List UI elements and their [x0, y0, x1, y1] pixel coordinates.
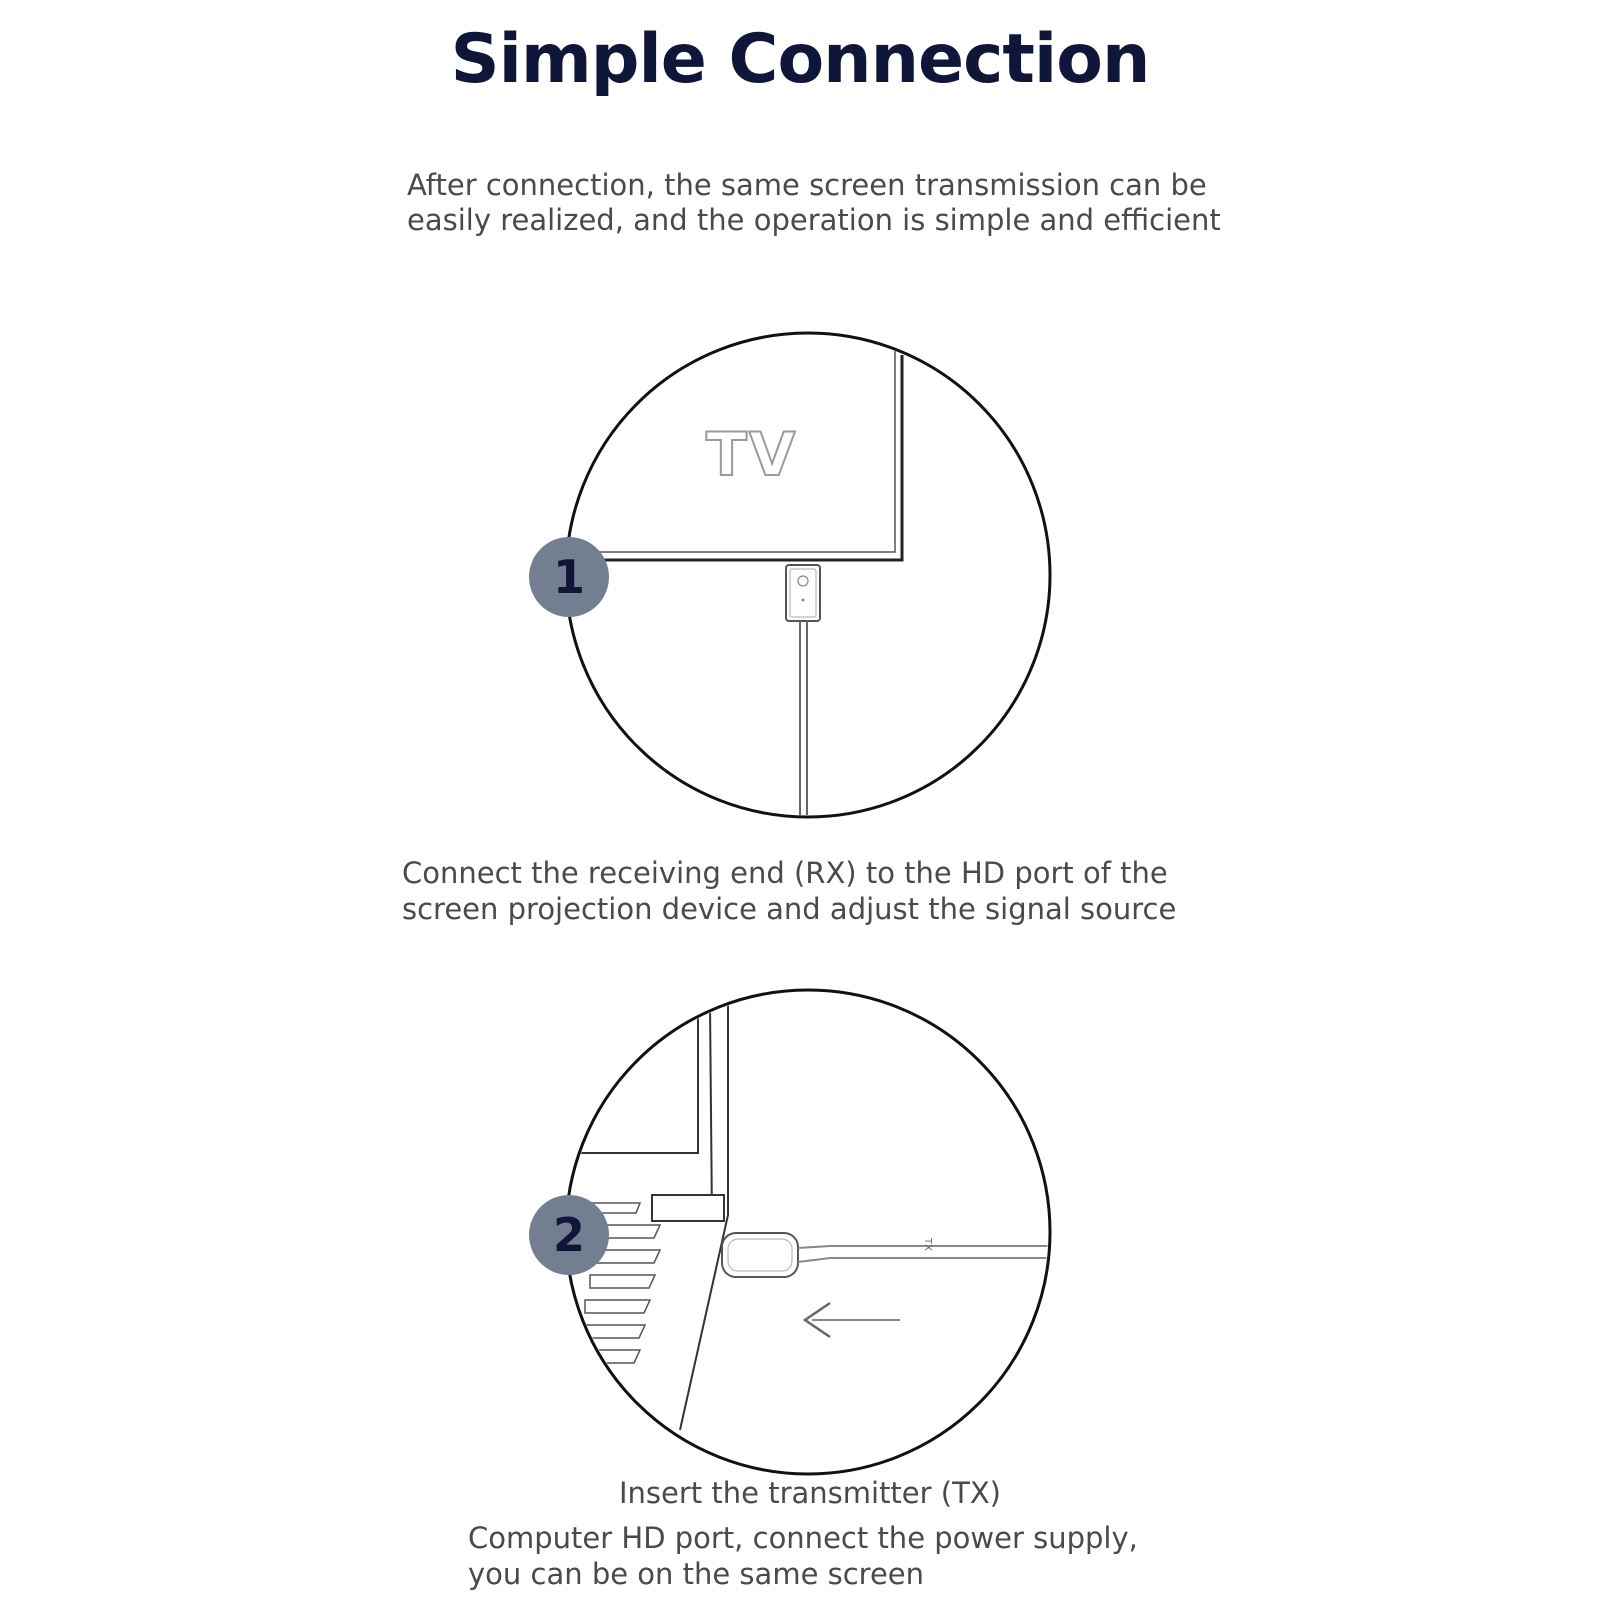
step2-caption-title: Insert the transmitter (TX): [619, 1476, 1001, 1510]
step2-illustration: [560, 990, 1050, 1474]
tx-label: TX: [922, 1238, 933, 1251]
step1-caption: Connect the receiving end (RX) to the HD port of the screen projection device and adjust the signal source: [402, 856, 1177, 926]
step2-caption: Computer HD port, connect the power supply, you can be on the same screen: [468, 1521, 1138, 1591]
page-title: Simple Connection: [450, 20, 1150, 99]
page-subtitle: After connection, the same screen transmission can be easily realized, and the operation is simple and efficient: [407, 168, 1221, 237]
step1-illustration: [566, 333, 1050, 817]
step2-badge: 2: [529, 1195, 609, 1275]
tv-label: TV: [706, 420, 798, 490]
step1-badge: 1: [529, 537, 609, 617]
